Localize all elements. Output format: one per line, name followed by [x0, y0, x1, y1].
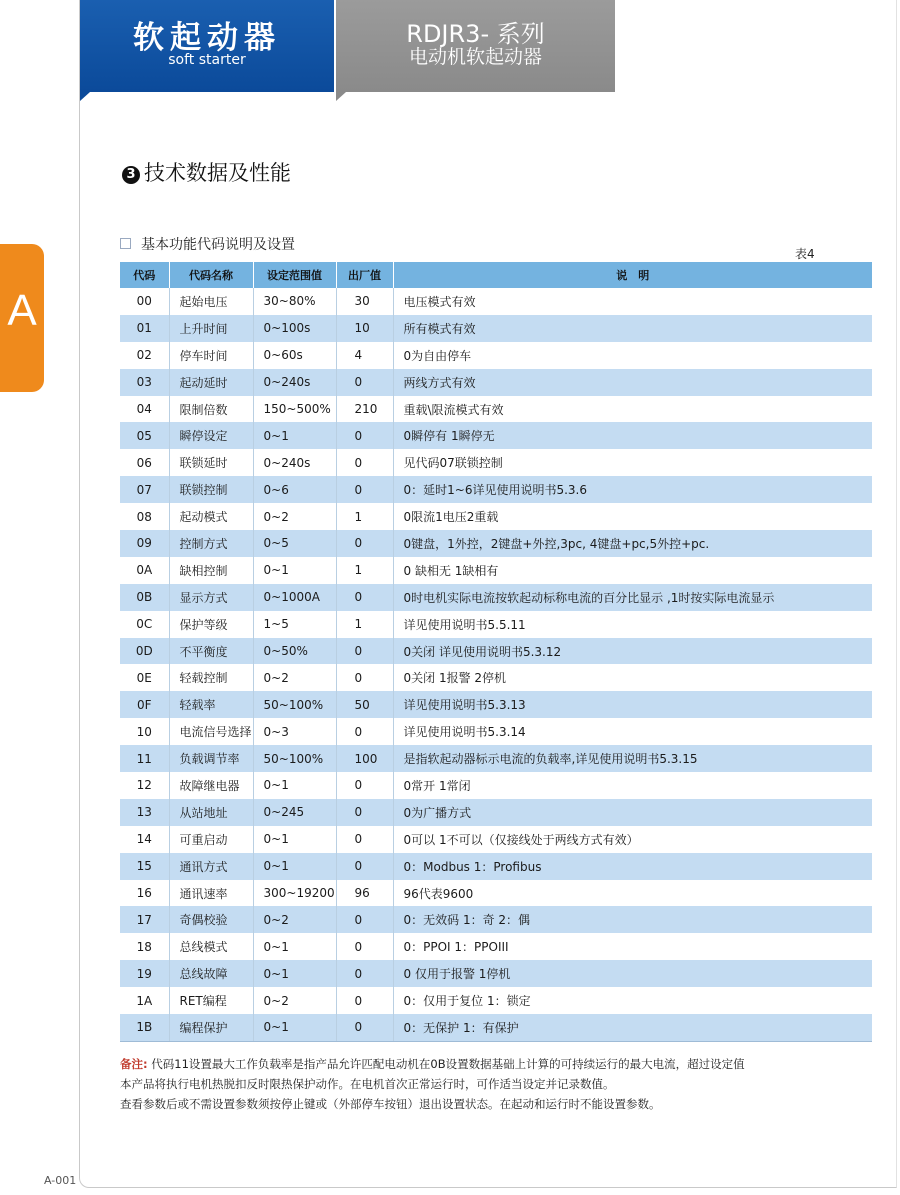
cell-name: 联锁控制: [169, 476, 253, 503]
header-title-cn: 软起动器: [133, 20, 281, 56]
cell-range: 1~5: [253, 611, 336, 638]
table-row: [120, 396, 872, 423]
table-row: [120, 745, 872, 772]
cell-default: 100: [336, 745, 393, 772]
cell-default: 0: [336, 906, 393, 933]
cell-code: 04: [120, 396, 169, 423]
cell-name: 不平衡度: [169, 638, 253, 665]
cell-default: 0: [336, 987, 393, 1014]
table-row: [120, 557, 872, 584]
cell-default: 1: [336, 611, 393, 638]
section-number-badge: 3: [122, 166, 140, 184]
cell-name: 上升时间: [169, 315, 253, 342]
cell-name: 停车时间: [169, 342, 253, 369]
notes-line-3: 查看参数后或不需设置参数须按停止键或（外部停车按钮）退出设置状态。在起动和运行时不能设置参数。: [120, 1097, 661, 1111]
section-side-tab: A: [0, 244, 44, 392]
cell-range: 0~240s: [253, 369, 336, 396]
cell-default: 0: [336, 799, 393, 826]
cell-description: 0：PPOI 1：PPOIII: [393, 933, 872, 960]
cell-range: 0~50%: [253, 638, 336, 665]
cell-name: 通讯方式: [169, 853, 253, 880]
section-title-text: 技术数据及性能: [144, 161, 291, 185]
cell-code: 17: [120, 906, 169, 933]
notes-line-2: 本产品将执行电机热脱扣反时限热保护动作。在电机首次正常运行时，可作适当设定并记录数值。: [120, 1077, 615, 1091]
cell-description: 0常开 1常闭: [393, 772, 872, 799]
cell-code: 1B: [120, 1014, 169, 1041]
table-subtitle: [120, 234, 295, 254]
cell-name: 轻载率: [169, 691, 253, 718]
cell-default: 0: [336, 664, 393, 691]
table-row: [120, 288, 872, 315]
cell-code: 0F: [120, 691, 169, 718]
cell-description: 0关闭 1报警 2停机: [393, 664, 872, 691]
cell-range: 0~2: [253, 987, 336, 1014]
cell-name: 轻载控制: [169, 664, 253, 691]
cell-name: 编程保护: [169, 1014, 253, 1041]
table-row: [120, 960, 872, 987]
cell-name: RET编程: [169, 987, 253, 1014]
cell-range: 0~1000A: [253, 584, 336, 611]
col-header-default: 出厂值: [336, 262, 393, 288]
cell-code: 16: [120, 880, 169, 907]
table-row: [120, 530, 872, 557]
cell-default: 0: [336, 584, 393, 611]
header-series-tab: [336, 0, 615, 92]
cell-description: 0键盘，1外控，2键盘+外控,3pc, 4键盘+pc,5外控+pc.: [393, 530, 872, 557]
section-title: [122, 157, 291, 187]
table-header-row: [120, 262, 872, 288]
table-row: [120, 691, 872, 718]
cell-code: 0E: [120, 664, 169, 691]
table-row: [120, 342, 872, 369]
cell-code: 01: [120, 315, 169, 342]
cell-description: 96代表9600: [393, 880, 872, 907]
cell-range: 0~2: [253, 906, 336, 933]
table-row: [120, 826, 872, 853]
table-row: [120, 611, 872, 638]
cell-code: 0B: [120, 584, 169, 611]
table-row: [120, 933, 872, 960]
cell-range: 0~1: [253, 557, 336, 584]
cell-range: 0~1: [253, 772, 336, 799]
cell-range: 50~100%: [253, 745, 336, 772]
cell-default: 10: [336, 315, 393, 342]
table-subtitle-text: 基本功能代码说明及设置: [141, 237, 295, 253]
table-row: [120, 476, 872, 503]
header-series-model: RDJR3- 系列: [406, 20, 545, 48]
cell-name: 从站地址: [169, 799, 253, 826]
cell-range: 0~100s: [253, 315, 336, 342]
table-row: [120, 422, 872, 449]
cell-default: 0: [336, 476, 393, 503]
cell-description: 0：延时1~6详见使用说明书5.3.6: [393, 476, 872, 503]
cell-range: 0~60s: [253, 342, 336, 369]
table-row: [120, 503, 872, 530]
cell-default: 0: [336, 933, 393, 960]
cell-code: 05: [120, 422, 169, 449]
cell-code: 07: [120, 476, 169, 503]
table-number: 表4: [795, 247, 815, 261]
table-row: [120, 880, 872, 907]
cell-code: 13: [120, 799, 169, 826]
cell-code: 08: [120, 503, 169, 530]
cell-default: 210: [336, 396, 393, 423]
cell-description: 0时电机实际电流按软起动标称电流的百分比显示 ,1时按实际电流显示: [393, 584, 872, 611]
col-header-name: 代码名称: [169, 262, 253, 288]
cell-default: 0: [336, 369, 393, 396]
cell-range: 0~240s: [253, 449, 336, 476]
cell-code: 0A: [120, 557, 169, 584]
function-code-table: [120, 262, 872, 1042]
cell-range: 0~1: [253, 933, 336, 960]
cell-description: 详见使用说明书5.3.13: [393, 691, 872, 718]
cell-code: 0D: [120, 638, 169, 665]
cell-code: 11: [120, 745, 169, 772]
cell-name: 缺相控制: [169, 557, 253, 584]
table-row: [120, 987, 872, 1014]
col-header-code: 代码: [120, 262, 169, 288]
cell-description: 两线方式有效: [393, 369, 872, 396]
cell-code: 15: [120, 853, 169, 880]
cell-code: 10: [120, 718, 169, 745]
table-row: [120, 1014, 872, 1041]
cell-name: 控制方式: [169, 530, 253, 557]
cell-range: 0~1: [253, 1014, 336, 1041]
cell-name: 联锁延时: [169, 449, 253, 476]
table-row: [120, 449, 872, 476]
cell-default: 30: [336, 288, 393, 315]
cell-description: 0：无保护 1：有保护: [393, 1014, 872, 1041]
cell-range: 50~100%: [253, 691, 336, 718]
square-bullet-icon: [120, 238, 131, 249]
cell-name: 总线模式: [169, 933, 253, 960]
cell-default: 50: [336, 691, 393, 718]
header-title-en: soft starter: [168, 52, 246, 68]
header-brand-tab: [80, 0, 334, 92]
cell-default: 0: [336, 960, 393, 987]
cell-description: 见代码07联锁控制: [393, 449, 872, 476]
cell-description: 0为自由停车: [393, 342, 872, 369]
cell-code: 1A: [120, 987, 169, 1014]
table-row: [120, 853, 872, 880]
cell-default: 0: [336, 638, 393, 665]
table-row: [120, 638, 872, 665]
cell-name: 可重启动: [169, 826, 253, 853]
cell-default: 0: [336, 853, 393, 880]
cell-range: 0~2: [253, 664, 336, 691]
cell-name: 起动模式: [169, 503, 253, 530]
cell-range: 0~1: [253, 960, 336, 987]
cell-name: 保护等级: [169, 611, 253, 638]
cell-default: 96: [336, 880, 393, 907]
cell-default: 0: [336, 422, 393, 449]
cell-name: 总线故障: [169, 960, 253, 987]
cell-description: 是指软起动器标示电流的负载率,详见使用说明书5.3.15: [393, 745, 872, 772]
notes: [120, 1054, 880, 1114]
cell-description: 详见使用说明书5.3.14: [393, 718, 872, 745]
cell-description: 0可以 1不可以（仅接线处于两线方式有效）: [393, 826, 872, 853]
table-row: [120, 718, 872, 745]
cell-code: 03: [120, 369, 169, 396]
cell-code: 0C: [120, 611, 169, 638]
cell-range: 0~6: [253, 476, 336, 503]
header-series-desc: 电动机软起动器: [408, 46, 542, 68]
notes-label: 备注:: [120, 1057, 148, 1071]
cell-range: 0~5: [253, 530, 336, 557]
cell-name: 瞬停设定: [169, 422, 253, 449]
cell-description: 0：Modbus 1：Profibus: [393, 853, 872, 880]
cell-code: 09: [120, 530, 169, 557]
cell-code: 14: [120, 826, 169, 853]
col-header-description: 说 明: [393, 262, 872, 288]
cell-description: 详见使用说明书5.5.11: [393, 611, 872, 638]
cell-default: 0: [336, 772, 393, 799]
cell-description: 0关闭 详见使用说明书5.3.12: [393, 638, 872, 665]
page-number: A-001: [44, 1174, 77, 1187]
cell-description: 0：仅用于复位 1：锁定: [393, 987, 872, 1014]
cell-name: 限制倍数: [169, 396, 253, 423]
cell-name: 起动延时: [169, 369, 253, 396]
cell-default: 1: [336, 557, 393, 584]
cell-range: 0~3: [253, 718, 336, 745]
cell-description: 重载\限流模式有效: [393, 396, 872, 423]
cell-range: 0~245: [253, 799, 336, 826]
cell-code: 12: [120, 772, 169, 799]
cell-code: 18: [120, 933, 169, 960]
cell-default: 1: [336, 503, 393, 530]
table-row: [120, 799, 872, 826]
table-row: [120, 369, 872, 396]
cell-range: 0~1: [253, 826, 336, 853]
cell-code: 19: [120, 960, 169, 987]
table-row: [120, 906, 872, 933]
cell-name: 起始电压: [169, 288, 253, 315]
notes-line-1: 代码11设置最大工作负载率是指产品允许匹配电动机在0B设置数据基础上计算的可持续运行的最大电流，超过设定值: [147, 1057, 745, 1071]
cell-description: 0为广播方式: [393, 799, 872, 826]
cell-name: 负载调节率: [169, 745, 253, 772]
col-header-range: 设定范围值: [253, 262, 336, 288]
cell-description: 所有模式有效: [393, 315, 872, 342]
cell-default: 0: [336, 718, 393, 745]
cell-range: 0~1: [253, 853, 336, 880]
cell-code: 00: [120, 288, 169, 315]
cell-default: 0: [336, 826, 393, 853]
cell-default: 0: [336, 530, 393, 557]
cell-name: 电流信号选择: [169, 718, 253, 745]
cell-description: 0限流1电压2重载: [393, 503, 872, 530]
cell-description: 电压模式有效: [393, 288, 872, 315]
cell-description: 0：无效码 1：奇 2：偶: [393, 906, 872, 933]
cell-range: 150~500%: [253, 396, 336, 423]
cell-range: 0~1: [253, 422, 336, 449]
table-row: [120, 315, 872, 342]
cell-default: 0: [336, 1014, 393, 1041]
table-row: [120, 664, 872, 691]
cell-default: 0: [336, 449, 393, 476]
cell-name: 故障继电器: [169, 772, 253, 799]
cell-description: 0 缺相无 1缺相有: [393, 557, 872, 584]
cell-range: 300~19200: [253, 880, 336, 907]
table-row: [120, 584, 872, 611]
cell-name: 奇偶校验: [169, 906, 253, 933]
cell-range: 0~2: [253, 503, 336, 530]
cell-code: 02: [120, 342, 169, 369]
table-row: [120, 772, 872, 799]
cell-default: 4: [336, 342, 393, 369]
cell-range: 30~80%: [253, 288, 336, 315]
cell-name: 显示方式: [169, 584, 253, 611]
cell-name: 通讯速率: [169, 880, 253, 907]
cell-code: 06: [120, 449, 169, 476]
cell-description: 0瞬停有 1瞬停无: [393, 422, 872, 449]
cell-description: 0 仅用于报警 1停机: [393, 960, 872, 987]
